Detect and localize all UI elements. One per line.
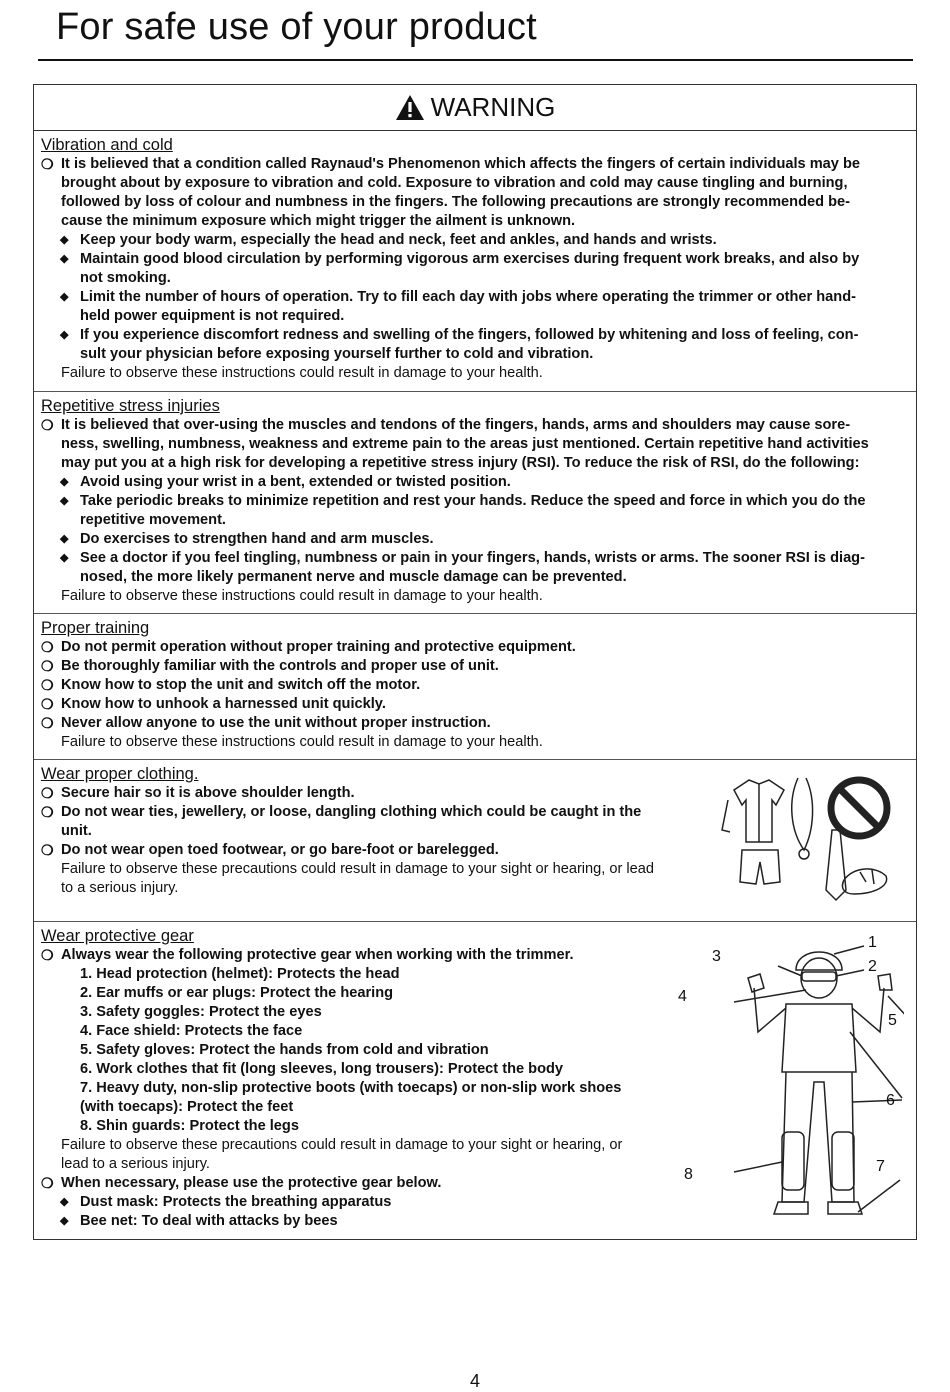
diamond-bullet-icon: ◆ — [60, 495, 69, 507]
warning-triangle-icon — [395, 94, 425, 121]
gear-item: 3. Safety goggles: Protect the eyes — [80, 1004, 322, 1020]
note: Failure to observe these instructions could result in damage to your health. — [61, 588, 543, 604]
list-item: ❍ It is believed that a condition called Raynaud's Phenomenon which affects the fingers of certain individuals may be brought about by exposure to vibration and cold. Exposure to vibration and cold may cause tingling and burning, followed by loss of colour and numbness in the fingers. The following precautions are strongly recommended be- cause the minimum exposure which might trigger the ailment is unknown. — [41, 156, 861, 229]
list-item: ❍ Do not permit operation without proper training and protective equipment. — [41, 639, 576, 655]
section-clothing — [34, 760, 916, 922]
note: Failure to observe these precautions could result in damage to your sight or hearing, or lead to a serious injury. — [61, 1137, 623, 1172]
diamond-bullet-icon: ◆ — [60, 1215, 69, 1227]
list-item: ❍ Do not wear ties, jewellery, or loose, dangling clothing which could be caught in the unit. — [41, 804, 642, 839]
circle-bullet-icon: ❍ — [41, 639, 54, 655]
gear-item: 1. Head protection (helmet): Protects the head — [80, 966, 400, 982]
circle-bullet-icon: ❍ — [41, 842, 54, 858]
title-rule — [38, 59, 913, 61]
sub-item: ◆ Dust mask: Protects the breathing apparatus — [60, 1194, 392, 1210]
circle-bullet-icon: ❍ — [41, 417, 54, 433]
section-title: Wear protective gear — [41, 927, 194, 945]
callout-1: 1 — [868, 934, 877, 951]
page-title: For safe use of your product — [56, 6, 537, 48]
section-title: Repetitive stress injuries — [41, 397, 220, 415]
gear-item: 5. Safety gloves: Protect the hands from cold and vibration — [80, 1042, 489, 1058]
circle-bullet-icon: ❍ — [41, 677, 54, 693]
circle-bullet-icon: ❍ — [41, 715, 54, 731]
diamond-bullet-icon: ◆ — [60, 1196, 69, 1208]
page-number: 4 — [469, 1371, 480, 1391]
circle-bullet-icon: ❍ — [41, 696, 54, 712]
warning-header — [34, 85, 916, 131]
gear-item: 4. Face shield: Protects the face — [80, 1023, 303, 1039]
list-item: ❍ It is believed that over-using the muscles and tendons of the fingers, hands, arms and shoulders may cause sore- ness, swelling, numbness, weakness and extreme pain to the areas just mentioned. Certain repetitive hand activities may put you at a high risk for developing a repetitive stress injury (RSI). To reduce the risk of RSI, do the following: — [41, 417, 869, 471]
circle-bullet-icon: ❍ — [41, 947, 54, 963]
sub-item: ◆ Bee net: To deal with attacks by bees — [60, 1213, 338, 1229]
warning-label: WARNING — [430, 92, 556, 122]
circle-bullet-icon: ❍ — [41, 785, 54, 801]
callout-5: 5 — [888, 1012, 897, 1029]
sub-item: ◆ See a doctor if you feel tingling, numbness or pain in your fingers, hands, wrists or arms. The sooner RSI is diag- nosed, the more likely permanent nerve and muscle damage can be prevented. — [60, 550, 865, 585]
callout-7: 7 — [876, 1158, 885, 1175]
prohibited-clothing-illustration — [714, 770, 894, 905]
sub-item: ◆ If you experience discomfort redness and swelling of the fingers, followed by whitening and loss of feeling, con- sult your physician before exposing yourself further to cold and vibration. — [60, 327, 859, 362]
gear-item: 2. Ear muffs or ear plugs: Protect the hearing — [80, 985, 394, 1001]
callout-6: 6 — [886, 1092, 895, 1109]
section-rsi — [34, 392, 916, 614]
list-item: ❍ Never allow anyone to use the unit without proper instruction. — [41, 715, 491, 731]
gear-item: 6. Work clothes that fit (long sleeves, long trousers): Protect the body — [80, 1061, 564, 1077]
list-item: ❍ Know how to stop the unit and switch off the motor. — [41, 677, 421, 693]
list-item: ❍ Always wear the following protective gear when working with the trimmer. — [41, 947, 574, 963]
list-item: ❍ Know how to unhook a harnessed unit quickly. — [41, 696, 386, 712]
sub-item: ◆ Limit the number of hours of operation. Try to fill each day with jobs where operating the trimmer or other hand- held power equipment is not required. — [60, 289, 856, 324]
warning-box — [33, 84, 917, 1240]
section-gear — [34, 922, 916, 1240]
section-title: Vibration and cold — [41, 136, 173, 154]
section-title: Proper training — [41, 619, 150, 637]
diamond-bullet-icon: ◆ — [60, 329, 69, 341]
diamond-bullet-icon: ◆ — [60, 533, 69, 545]
note: Failure to observe these instructions could result in damage to your health. — [61, 365, 543, 381]
circle-bullet-icon: ❍ — [41, 658, 54, 674]
callout-2: 2 — [868, 958, 877, 975]
note: Failure to observe these precautions could result in damage to your sight or hearing, or lead to a serious injury. — [61, 861, 655, 896]
diamond-bullet-icon: ◆ — [60, 234, 69, 246]
sub-item: ◆ Do exercises to strengthen hand and arm muscles. — [60, 531, 434, 547]
callout-4: 4 — [678, 988, 687, 1005]
list-item: ❍ Be thoroughly familiar with the controls and proper use of unit. — [41, 658, 499, 674]
diamond-bullet-icon: ◆ — [60, 476, 69, 488]
list-item: ❍ Secure hair so it is above shoulder length. — [41, 785, 355, 801]
sub-item: ◆ Avoid using your wrist in a bent, extended or twisted position. — [60, 474, 511, 490]
diamond-bullet-icon: ◆ — [60, 291, 69, 303]
list-item: ❍ Do not wear open toed footwear, or go bare-foot or barelegged. — [41, 842, 499, 858]
circle-bullet-icon: ❍ — [41, 156, 54, 172]
gear-item: 8. Shin guards: Protect the legs — [80, 1118, 299, 1134]
callout-3: 3 — [712, 948, 721, 965]
diamond-bullet-icon: ◆ — [60, 552, 69, 564]
section-title: Wear proper clothing. — [41, 765, 199, 783]
sub-item: ◆ Keep your body warm, especially the head and neck, feet and ankles, and hands and wrists. — [60, 232, 717, 248]
section-training — [34, 614, 916, 760]
sub-item: ◆ Maintain good blood circulation by performing vigorous arm exercises during frequent work breaks, and also by not smoking. — [60, 251, 860, 286]
section-vibration — [34, 131, 916, 392]
callout-8: 8 — [684, 1166, 693, 1183]
note: Failure to observe these instructions could result in damage to your health. — [61, 734, 543, 750]
gear-item: 7. Heavy duty, non-slip protective boots (with toecaps) or non-slip work shoes (with toecaps): Protect the feet — [80, 1080, 622, 1115]
diamond-bullet-icon: ◆ — [60, 253, 69, 265]
sub-item: ◆ Take periodic breaks to minimize repetition and rest your hands. Reduce the speed and force in which you do the repetitive movement. — [60, 493, 866, 528]
circle-bullet-icon: ❍ — [41, 804, 54, 820]
circle-bullet-icon: ❍ — [41, 1175, 54, 1191]
list-item: ❍ When necessary, please use the protective gear below. — [41, 1175, 442, 1191]
